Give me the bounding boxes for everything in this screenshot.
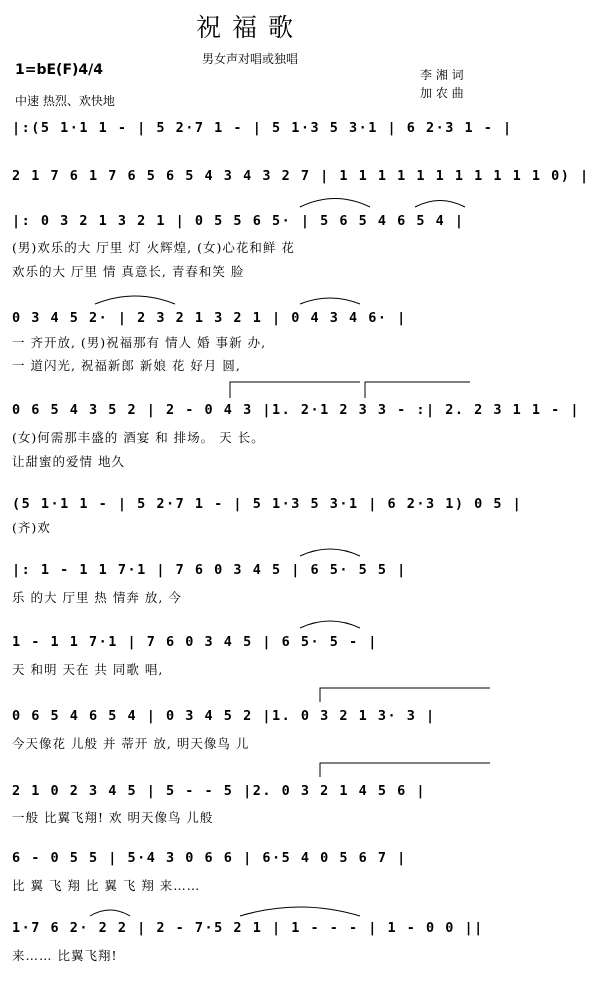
lyrics-row-5-verse-1: (女)何需那丰盛的 酒宴 和 排场。 天 长。 xyxy=(12,430,265,445)
score-row-11: 6 - 0 5 5 | 5·4 3 0 6 6 | 6·5 4 0 5 6 7 | xyxy=(12,850,407,866)
tempo-marking: 中速 热烈、欢快地 xyxy=(15,94,115,108)
lyricist-credit: 李 湘 词 xyxy=(420,68,464,82)
score-row-3: |: 0 3 2 1 3 2 1 | 0 5 5 6 5· | 5 6 5 4 6 5 4 | xyxy=(12,213,465,229)
score-row-12: 1·7 6 2· 2 2 | 2 - 7·5 2 1 | 1 - - - | 1 - 0 0 || xyxy=(12,920,484,936)
song-subtitle: 男女声对唱或独唱 xyxy=(201,52,298,66)
lyrics-row-3-verse-1: (男)欢乐的大 厅里 灯 火辉煌, (女)心花和鲜 花 xyxy=(12,240,295,255)
lyrics-row-10: 一般 比翼飞翔! 欢 明天像鸟 儿般 xyxy=(12,810,214,825)
lyrics-row-11: 比 翼 飞 翔 比 翼 飞 翔 来…… xyxy=(12,878,201,893)
lyrics-row-9: 今天像花 儿般 并 蒂开 放, 明天像鸟 儿 xyxy=(12,736,250,751)
lyrics-row-12: 来…… 比翼飞翔! xyxy=(12,948,118,963)
lyrics-row-4-verse-2: 一 道闪光, 祝福新郎 新娘 花 好月 圆, xyxy=(12,358,241,373)
score-row-10: 2 1 0 2 3 4 5 | 5 - - 5 |2. 0 3 2 1 4 5 6 | xyxy=(12,783,426,799)
score-row-7: |: 1 - 1 1 7·1 | 7 6 0 3 4 5 | 6 5· 5 5 | xyxy=(12,562,407,578)
score-row-9: 0 6 5 4 6 5 4 | 0 3 4 5 2 |1. 0 3 2 1 3· 3 | xyxy=(12,708,436,724)
score-row-4: 0 3 4 5 2· | 2 3 2 1 3 2 1 | 0 4 3 4 6· | xyxy=(12,310,407,326)
score-row-6: (5 1·1 1 - | 5 2·7 1 - | 5 1·3 5 3·1 | 6 2·3 1) 0 5 | xyxy=(12,496,523,512)
song-title: 祝福歌 xyxy=(195,13,304,42)
lyrics-row-3-verse-2: 欢乐的大 厅里 情 真意长, 青春和笑 脸 xyxy=(12,264,245,279)
score-row-5: 0 6 5 4 3 5 2 | 2 - 0 4 3 |1. 2·1 2 3 3 - :| 2. 2 3 1 1 - | xyxy=(12,402,581,418)
score-row-8: 1 - 1 1 7·1 | 7 6 0 3 4 5 | 6 5· 5 - | xyxy=(12,634,378,650)
lyrics-row-5-verse-2: 让甜蜜的爱情 地久 xyxy=(12,454,125,469)
composer-credit: 加 农 曲 xyxy=(420,86,464,100)
lyrics-row-4-verse-1: 一 齐开放, (男)祝福那有 情人 婚 事新 办, xyxy=(12,335,267,350)
key-signature: 1=bE(F)4/4 xyxy=(15,62,104,78)
lyrics-row-8: 天 和明 天在 共 同歌 唱, xyxy=(12,662,164,677)
lyrics-row-6: (齐)欢 xyxy=(12,520,51,535)
score-row-2: 2 1 7 6 1 7 6 5 6 5 4 3 4 3 2 7 | 1 1 1 1 1 1 1 1 1 1 1 0) | xyxy=(12,168,590,184)
lyrics-row-7: 乐 的大 厅里 热 情奔 放, 今 xyxy=(12,590,182,605)
score-row-1: |:(5 1·1 1 - | 5 2·7 1 - | 5 1·3 5 3·1 | 6 2·3 1 - | xyxy=(12,120,513,136)
